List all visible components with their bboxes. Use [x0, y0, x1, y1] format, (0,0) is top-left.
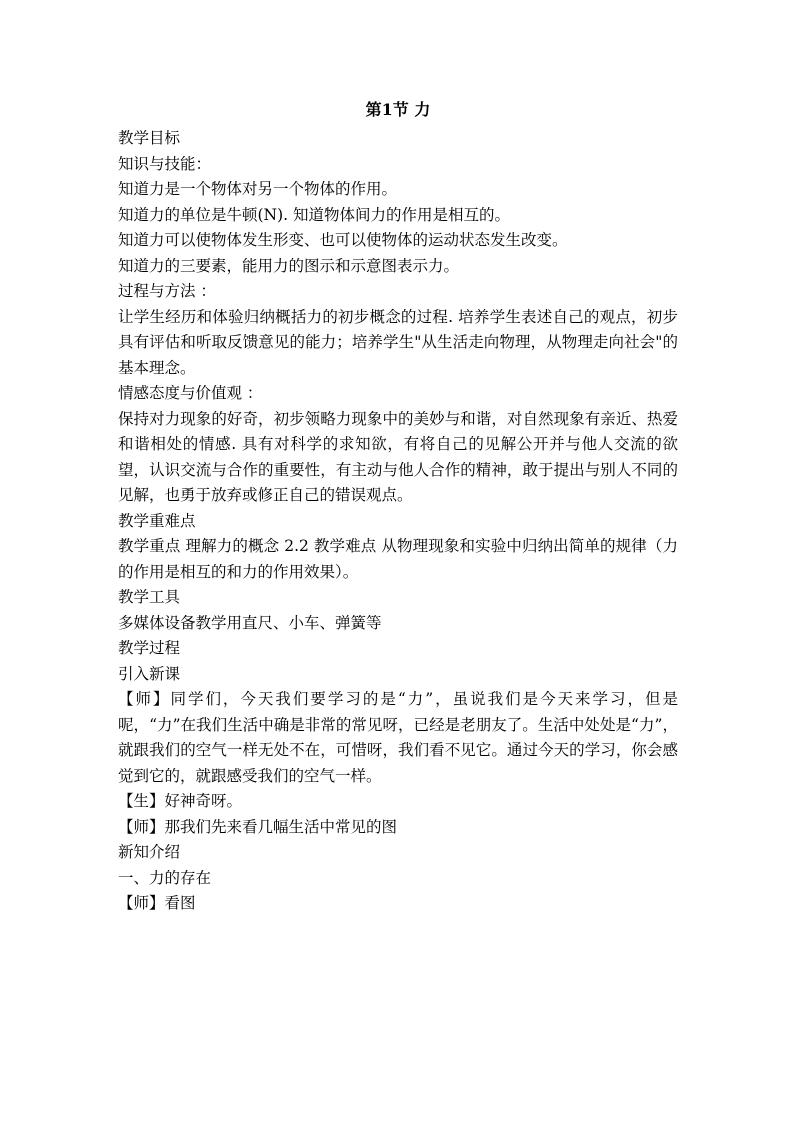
document-page [118, 96, 678, 917]
section-heading-tools: 教学工具 [118, 588, 181, 606]
text-line: 知道力的三要素，能用力的图示和示意图表示力。 [118, 256, 460, 275]
dialogue-teacher: 【师】那我们先来看几幅生活中常见的图 [118, 817, 398, 836]
paragraph-key-points: 教学重点 理解力的概念 2.2 教学难点 从物理现象和实验中归纳出简单的规律（力的作用是相互的和力的作用效果）。 [118, 537, 678, 581]
paragraph-process: 让学生经历和体验归纳概括力的初步概念的过程. 培养学生表述自己的观点，初步具有评估和听取反馈意见的能力；培养学生"从生活走向物理，从物理走向社会"的基本理念。 [118, 307, 678, 377]
paragraph-emotion: 保持对力现象的好奇，初步领略力现象中的美妙与和谐，对自然现象有亲近、热爱和谐相处的情感. 具有对科学的求知欲，有将自己的见解公开并与他人交流的欲望，认识交流与合作的重要性，有主动与他人合作的精神，敢于提出与别人不同的见解，也勇于放弃或修正自己的错误观点。 [118, 409, 678, 504]
section-heading-key-points: 教学重难点 [118, 511, 196, 530]
dialogue-student: 【生】好神奇呀。 [118, 792, 243, 810]
section-heading-process: 教学过程 [118, 639, 181, 657]
subheading-intro: 引入新课 [118, 664, 181, 683]
subheading-existence-of-force: 一、力的存在 [118, 868, 212, 887]
text-line-tools: 多媒体设备教学用直尺、小车、弹簧等 [118, 613, 382, 632]
section-heading-objectives: 教学目标 [118, 129, 181, 147]
text-line: 知道力的单位是牛顿(N). 知道物体间力的作用是相互的。 [118, 205, 511, 224]
text-line: 知道力是一个物体对另一个物体的作用。 [118, 180, 398, 198]
subheading-process-method: 过程与方法 ： [118, 282, 216, 300]
text-line: 知道力可以使物体发生形变、也可以使物体的运动状态发生改变。 [118, 231, 568, 249]
subheading-emotion-values: 情感态度与价值观 ： [118, 384, 263, 402]
dialogue-teacher: 【师】看图 [118, 894, 196, 912]
subheading-knowledge-skills: 知识与技能： [118, 154, 212, 173]
subheading-new-knowledge: 新知介绍 [118, 843, 181, 861]
dialogue-teacher: 【师】同学们，今天我们要学习的是“力”，虽说我们是今天来学习，但是呢，“力”在我们生活中确是非常的常见呀，已经是老朋友了。生活中处处是“力”，就跟我们的空气一样无处不在，可惜呀，我们看不见它。通过今天的学习，你会感觉到它的，就跟感受我们的空气一样。 [118, 690, 678, 785]
page-title: 第1节 力 [365, 100, 431, 119]
